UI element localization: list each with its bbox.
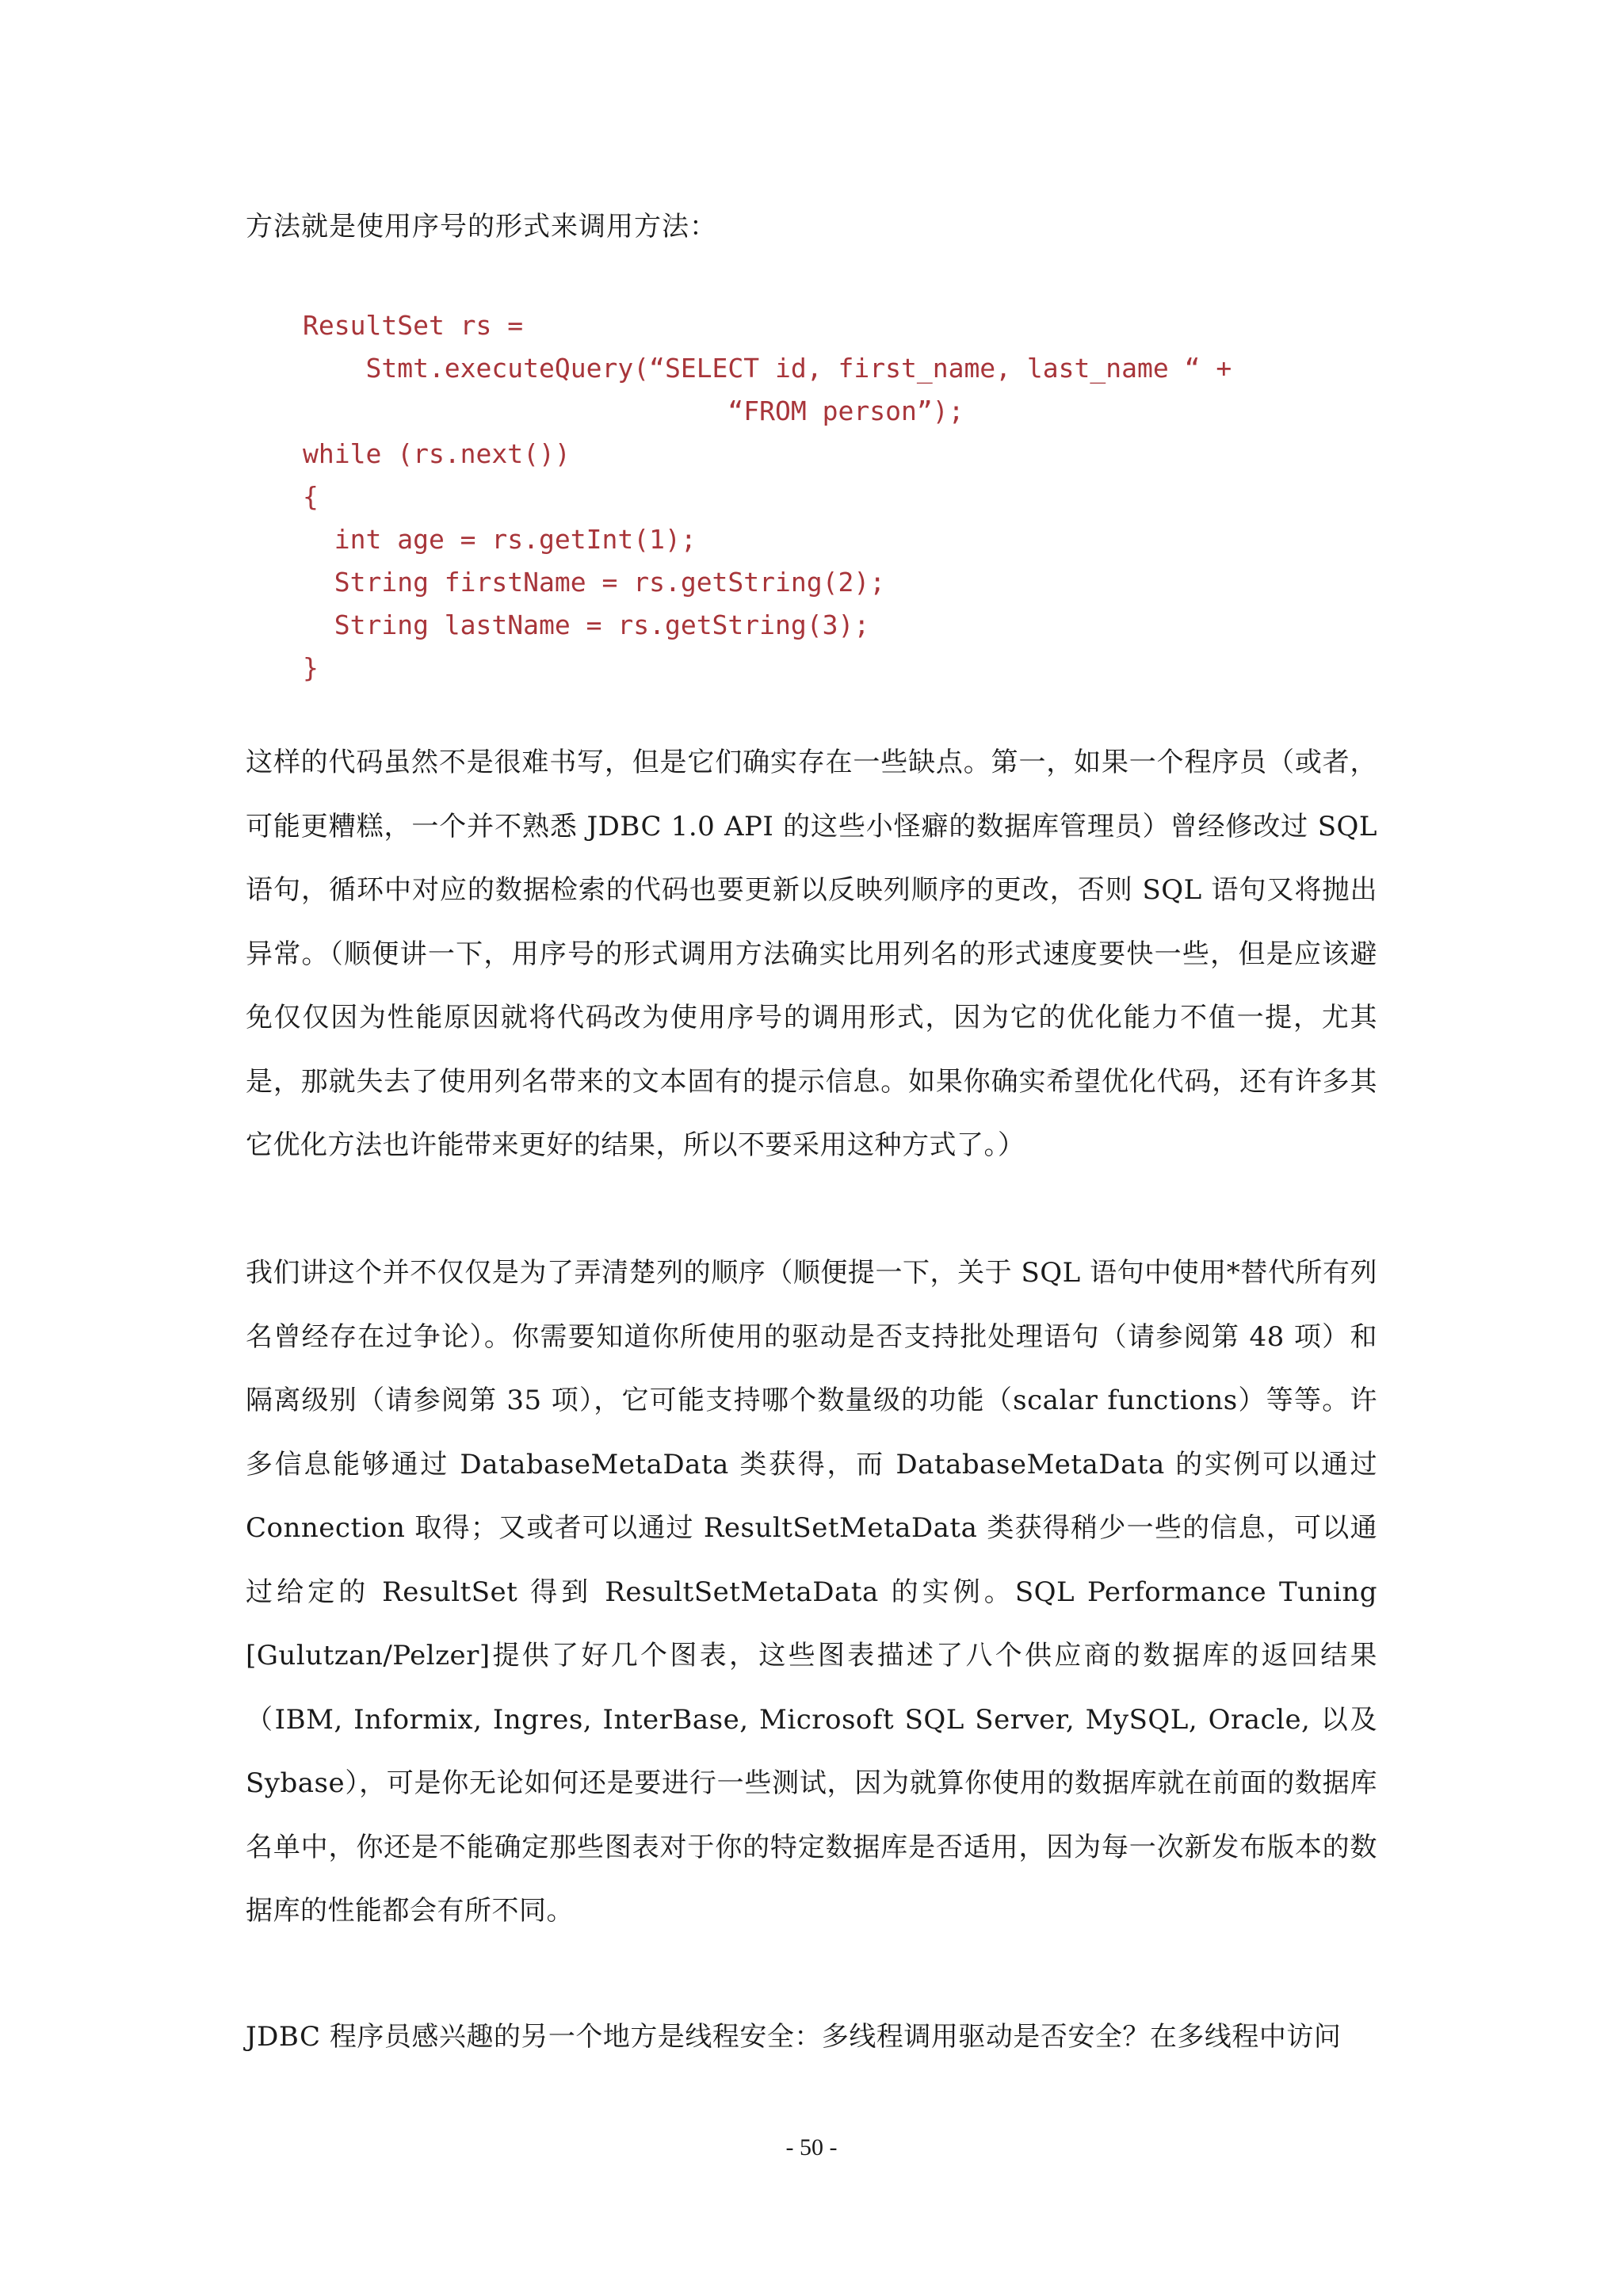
- code-line: Stmt.executeQuery(“SELECT id, first_name, last_name “ +: [303, 353, 1232, 384]
- code-line: {: [303, 481, 319, 512]
- code-block: [303, 304, 1232, 690]
- page-number: - 50 -: [785, 2134, 838, 2160]
- code-line: }: [303, 652, 319, 683]
- code-line: while (rs.next()): [303, 438, 571, 469]
- paragraph-thread-safety: JDBC 程序员感兴趣的另一个地方是线程安全：多线程调用驱动是否安全？在多线程中访问: [246, 2021, 1342, 2053]
- paragraph-metadata: 我们讲这个并不仅仅是为了弄清楚列的顺序（顺便提一下，关于 SQL 语句中使用*替代所有列名曾经存在过争论）。你需要知道你所使用的驱动是否支持批处理语句（请参阅第 48 项）和隔离级别（请参阅第 35 项），它可能支持哪个数量级的功能（scalar functions）等等。许多信息能够通过 DatabaseMetaData 类获得，而 DatabaseMetaData 的实例可以通过 Connection 取得；又或者可以通过 ResultSetMetaData 类获得稍少一些的信息，可以通过给定的 ResultSet 得到 ResultSetMetaData 的实例。SQL Performance Tuning [Gulutzan/Pelzer]提供了好几个图表，这些图表描述了八个供应商的数据库的返回结果（IBM, Informix, Ingres, InterBase, Microsoft SQL Server, MySQL, Oracle, 以及 Sybase），可是你无论如何还是要进行一些测试，因为就算你使用的数据库就在前面的数据库名单中，你还是不能确定那些图表对于你的特定数据库是否适用，因为每一次新发布版本的数据库的性能都会有所不同。: [246, 1257, 1377, 1927]
- code-line: ResultSet rs =: [303, 310, 524, 341]
- code-line: “FROM person”);: [303, 395, 964, 426]
- intro-text: 方法就是使用序号的形式来调用方法：: [246, 211, 717, 243]
- code-line: String firstName = rs.getString(2);: [303, 567, 886, 598]
- paragraph-ordinal-drawbacks: 这样的代码虽然不是很难书写，但是它们确实存在一些缺点。第一，如果一个程序员（或者，可能更糟糕，一个并不熟悉 JDBC 1.0 API 的这些小怪癖的数据库管理员）曾经修改过 SQL 语句，循环中对应的数据检索的代码也要更新以反映列顺序的更改，否则 SQL 语句又将抛出异常。（顺便讲一下，用序号的形式调用方法确实比用列名的形式速度要快一些，但是应该避免仅仅因为性能原因就将代码改为使用序号的调用形式，因为它的优化能力不值一提，尤其是，那就失去了使用列名带来的文本固有的提示信息。如果你确实希望优化代码，还有许多其它优化方法也许能带来更好的结果，所以不要采用这种方式了。）: [246, 747, 1377, 1161]
- code-line: int age = rs.getInt(1);: [303, 524, 697, 555]
- code-line: String lastName = rs.getString(3);: [303, 609, 870, 640]
